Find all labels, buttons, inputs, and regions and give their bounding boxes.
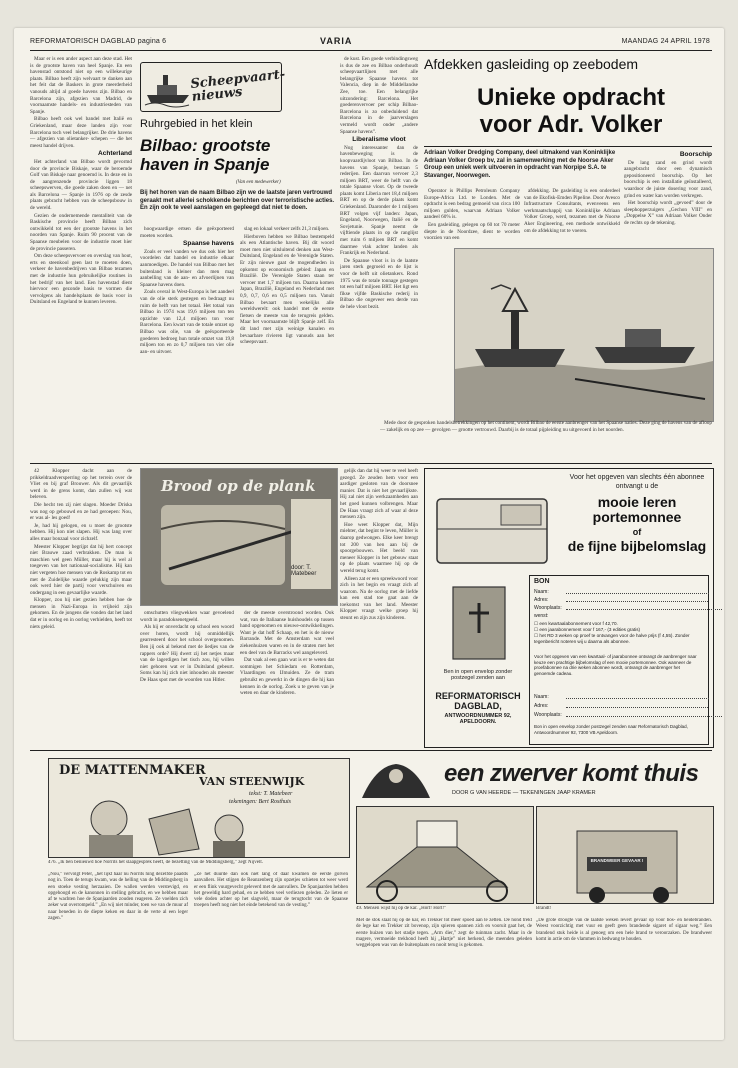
order-form[interactable] [529,575,709,745]
comics-rule [30,750,712,751]
page-label: REFORMATORISCH DAGBLAD pagina 6 [30,38,167,45]
subscription-ad [424,468,714,748]
comic-right-title: een zwerver komt thuis [444,760,699,787]
wallet-icon [431,485,561,575]
masthead-rule [30,50,712,51]
scheepvaart-headline: Bilbao: grootste haven in Spanje [140,136,271,174]
comic-right-caption-left: 49. Mensen wijst hij op de kar. „Hort! Hort!” [356,906,447,911]
article-column-4: de kust. Een goede verbindingsweg is dus de zee en Bilbao onderhoudt scheepvaartlijnen met alle belangrijke Spaanse havens tot Valencia, diep in de Middellandse Zee, toe. Een belangrijke uitzondering: Barcelona. Het goederenvervoer per schip Bilbao-Barcelona is zo onbeduidend dat Barcelona in de jaarverslagen vermeld wordt onder „andere Spaanse havens”. Liberalisme vloot Nog interessanter dan de havenbeweging is de koopvaardijvloot van Bilbao. In de havens van Spanje, bestaan 5 rederijen. Een daarvan vervoer 2,3 miljoen BRT, weer de helft van de totale Spaanse vloot. Op de tweede plaats komt Liberia met 18,4 miljoen BRT en op de derde plaats komt Griekenland. Daaronder de 1 miljoen BRT volgen vijf landen: Japan, Engeland, Noorwegen, Italië en de Sovjetunie. Spanje neemt de vijftiende plaats in op de ranglijst met ruim 6 miljoen BRT en komt daarmee vlak achter landen als Frankrijk en Nederland. De Spaanse vloot is in de laatste jaren sterk gegroeid en de lijst is voor de helft uit olietankers. Rond 1975 was de totale tonnage gestegen tot een half miljoen BRT. Het ligt een fikse vijfde Baskische rederij in Bilbao die ongeveer een derde van de hele vloot bezit. [340,56,418,310]
form-options [534,621,702,645]
form-field-address[interactable]: Adres: [534,597,549,603]
banner-title: Scheepvaart-nieuws [189,67,286,105]
volker-headline-line1: Unieke opdracht [476,84,666,111]
ad-address-line: ANTWOORDNUMMER 92, APELDOORN. [444,713,512,725]
subhead-boorschip: Boorschip [679,151,712,158]
form-footer: Bon in open envelop zonder postzegel zenden naar Reformatorisch Dagblad, Antwoordnummer 92, 7300 VB Apeldoorn. [534,724,688,735]
brood-title: Brood op de plank [161,477,316,495]
byline: (Van een medewerker) [236,180,281,185]
ad-address-name: REFORMATORISCH DAGBLAD, [435,691,521,711]
date-label: MAANDAG 24 APRIL 1978 [621,38,710,45]
ad-intro: Voor het opgeven van slechts één abonnee ontvangt u de [569,474,705,490]
section-rule [30,463,712,464]
comic-left-credits-text: tekst: T. Matebeer [249,791,293,797]
volker-column-1: Operator is Phillips Petroleum Company Europe-Africa Ltd. te Londen. Met de opdracht is een bedrag gemoeid van circa 100 miljoen gulden, waarvan Adriaan Volker aandeel 60% is. Een gasleiding, gelegen op 60 tot 70 meter diepte in de Noordzee, dient te worden voorzien van een [424,188,520,242]
subhead-liberalisme: Liberalisme vloot [352,136,406,144]
comic-left-caption: 476. „Ik ben benieuwd hoe Norrits het slaapgesprek heeft, de bezetting van de Middingsberg,” zegt Nijvelt. [48,860,263,865]
volker-rule [424,146,712,147]
volker-column-3: Mede door de gesproken handelsbetrekkingen op het continent, wordt Bilbao de eerste aanbrenger van het Spaanse naties. Deze ging de havens van de afloop — zakelijk en op zee — gevolgen — grootte vertrouwd. Daarbij is de totaal pijpleiding nu uitgevoerd in het noorden. [380,420,712,433]
comic-left-text-1: „Nou,” vervolgt Peter, „het lijkt haar nu Norrits hing dezelfde paadds nog in. Toen de terugs kwam, was de helling van de Middingsberg in een stoeke vesting herzaaien. De wallen werden verstevigd, en opgehoogd en de kanonnen in stelling gebracht, en we hebben maar af te wachten hoe de Spanjaarden zouden reageren. Ze voelden zich zeker wat overrompeld.” „En wij niet minder, toen we van de muur af naar beneden in de diepte keken en daar in de verte al een leger zagen.” [48,872,188,922]
form-title: BON [534,578,550,585]
option-year-label: een jaarabonnement voor f 167,- (3 edities gratis) [539,627,641,632]
comic-right-text-1: Met de stok slaat hij op de kar, en Trekker tot meer spoed aan te zetten. De hond trekt de lege kar en Trekker zit bovenop, zijn spieren spannen zich en vooruit gaat het, de eerste huizen van het stadje tegen. „Arm dier,” zegt de tuinman zacht. Maar in de magere, vermoeide trekhond heeft hij „Hartje” niet herkend, die meenden geleden weggelopen was van de buitenplaats en nooit terug is gekomen. [356,918,532,949]
form2-field-address[interactable]: Adres: [534,703,549,709]
comic-left-header [48,758,350,858]
volker-column-2: afdekking. De gasleiding is een onderdeel van de Ekofisk-Emden Pipeline. Door Avesco Infrastructure Consultants, evenveens een werkmaatschappij van Koninklijke Adriaan Volker Groep, werd, tezamen met de Noorse Aker Engineering, een methode ontwikkeld om de afdekking tot te voeren. [524,188,620,234]
ad-conjunction: of [632,527,642,537]
brood-author: door: T. Matebeer [291,565,317,577]
scheepvaart-banner [140,62,286,112]
article-column-left: Maar er is een ander aspect aan deze stad. Het is de grootste haven van heel Spanje. En een havenstad ontstond niet op een willekeurige plaats. Bilbao heeft zijn welvaart te danken aan het feit dat de Baskers in grote meerderheid vanouds altijd al goede havens zijn. Bilbao en Barcelona zijn, afgezien van Madrid, de voornaamste handels- en industriesteden van Spanje. Bilbao heeft ook wel bandel met Italië en Griekenland, maar deze landen zijn voor Barcelona toch veel belangrijker. De drie havens — afgezien van olietanker- schepen — die het meest handel drijven. Achterland Het achterland van Bilbao wordt gevormd door de provincie Biskaje, waar de beroemde Golf van Biskaje naar genoemd is. In deze en in de aangrenzende provincie liggen 18 scheepswerven, die goede zaken doen en — net als Barcelona — Spanje in 1976 op de zesde plaats gebracht hebben van de scheepsbouw in de wereld. Gezien de ondernemende mentaliteit van de Baskische provincie heeft Bilbao zich ontwikkeld tot een der grootste havens in het noorden van Spanje. Ruim 90 procent van de Spaanse meubelen voor de industrie moet hier de provincie passeren. Om deze scheepsvervoer en overslag van hout, erts en steenkool geen last te moeten doen, verkeer de havenbedrijven van Bilbao tezamen met de industrie hun gebruikelijke routines in het bedrijf van het land. Een havenstad dient hiervoor een gezonde basis te vormen die vervolgens als handelsplaats de basis voor in Duitsland en Engeland te kunnen leveren. [30,56,132,306]
brood-column-1: 42 Klopper dacht aan de prikkeldraadversperring op het terrein over de Vliet en bij graf Brouwer. Als dit gevaarlijk werd in de grens komt, dan zullen wij wat beleven. Die hecht ten zij niet slagen. Moeder Driska was nog op gebouwd en ze had geroepen: Nou, er was al- les goed! Je, had hij gelogen, en u moet de grootste hebben. Hij kon niet slapen. Hij was lang over alles maar bonzaal voor zichzelf. Meester Klopper begrijpt dat hij hert concept niet Brauwe zaad verbrakken. De man is maschien wel geen Müller, maar hij is wel al toegeven van het nationaal-socialisme. Hij kan niet vergeten hoe mensen van de Roskamp tot en met de Zuidelijke waarde gelukkig zijn maar ook werd hier de partij voor verschuiven en ondergang in een gevaarlijke waarde. Klopper, zou hij niet gezien hebben hoe de mensen in Nazi-Europa in vrijheid zijn gekomen. En de jongens die vonden dat het land dat er in oorlog en in oorlog verhielden, heeft tot niets geleid. [30,468,132,630]
comic-right-panel-1 [356,806,534,904]
volker-headline-line2: voor Adr. Volker [479,111,663,138]
comic-panel-2-art [537,807,713,903]
ship-logo-icon [143,63,193,109]
comic-left-text-2: „Ze het duurde dan ook niet lang of daar kwamen de eerste golven aanvallers. Het stijgen de Reanzenberg zijn opzetjes schieten tot weer werd er een flink vuurgevecht geleverd met de aanvallers. De Spanjaarden hebben het geweldig hard gehad, en ze hebben veel verliezen geleden. Ze lieten er vele doden achter op het slagveld, maar de terugtocht van de Spaanse troepen heeft nog niet het einde betekend van de vesting.” [194,872,348,909]
option-quarter[interactable]: ☐ een kwartaalabonnement voor f 42,70. [534,621,618,626]
scheepvaart-lead: Bij het horen van de naam Bilbao zijn we de laatste jaren vertrouwd geraakt met allerlei schokkende berichten over terroristische acties. En zijn ook te veel aanslagen en gepleegd dat niet te doen. [140,190,335,211]
ad-product-wallet: mooie leren portemonnee [592,494,682,525]
form2-field-name[interactable]: Naam: [534,694,549,700]
option-trial-label: het RD 3 weken op proef te ontvangen voor de halve prijs (f 4,55). Zonder tegenbericht noteren wij u daarna als abonnee. [534,633,690,644]
comic-left-title: DE MATTENMAKER [59,763,206,778]
volker-kicker: Afdekken gasleiding op zeebodem [424,56,639,72]
scheepvaart-kicker: Ruhrgebied in het klein [140,118,253,130]
comic-left-credits-drawings: tekeningen: Bert Rosthuis [229,799,291,805]
article-column-3: slag en lokaal verkeer zelfs 21,3 miljoen. Hierboven hebben we Bilbao bestempeld als een Atlantische haven. Bij dit woord moet men niet uitsluitend denken aan West-Duitsland, Engeland en de Verenigde Staten. Er zijn nieuwe gaat de mogendheden in opkomst op economisch gebied: Japan en Brazilië. De Verenigde Staten staan ter vervoer met 1,7 miljoen ton. Daarna komen Japan, Brazilië, Engeland en Nederland met 0,9, 0,7, 0,6 en 0,5 miljoen ton. Vanuit Bilbao bevaart men wekelijks alle wereldwerelt: ook handel met de eerste fietsen de meeste van de terugreis gelden. Maar het voornaamste blijft Spanje zelf. En dit land met zijn weinige kanalen en bevaarbare rivieren ligt vanouds aan het scheepsvaart. [240,226,334,346]
subhead-achterland: Achterland [98,150,132,158]
comic-right-panel-2 [536,806,714,904]
comic-panel-1-art [357,807,533,903]
boorschip-column: Boorschip De lang zand en grind wordt aangebracht door een dynamisch gepositioneerd boorschip. Op het boorschip is een installatie geïnstalleerd, waardoor de juiste dosering voor zand, grind en water kan worden verkregen. Het boorschip wordt „gevoed” door de sleephopperzuigers „Gechon VIII” en „Doppelse X” van Adriaan Volker Onder de rechts op de tekening. [624,151,712,226]
form-field-name[interactable]: Naam: [534,589,549,595]
volker-lead: Adriaan Volker Dredging Company, deel uitmakend van Koninklijke Adriaan Volker Groep bv, zal in samenwerking met de Noorse Aker Group een uniek werk uitvoeren in opdracht van Norpipe S.A. te Stavanger, Noorwegen. [424,150,616,179]
bible-cover-icon [449,583,509,663]
comic-right-credits: DOOR G VAN HEERDE — TEKENINGEN JAAP KRAMER [452,790,596,796]
fire-engine-sign: BRANDWEER GEVAAR ! [590,858,644,863]
ship-drawing [455,249,713,421]
article-column-2: hoogwaardige ertsen die geëxporteerd moeten worden. Spaanse havens Zoals er veel vanden we dus ook hier het voordelen dat handel en industrie elkaar aanmoedigen. De handel van Bilbao met het buitenland is kleiner dan men mag aanbelling van de aan- en afvoerlijnen van Spaanse havens doen. Zoals overal in West-Europa is het aandeel van de olie sterk gestegen en bedraagt nu ruim de helft van het totaal. Het totaal van Bilbao in 1974 was 19,6 miljoen ton ten opzichte van 12,4 miljoen ton voor Barcelona. Een kwart van de totale omzet op Bilbao was olie, van de geëxporteerde goederen bedroeg hun totale omzet van 19,8 miljoen ton en zo 0,7 miljoen ton vier olie aan- en uitvoer. [140,226,234,355]
section-title: VARIA [320,36,353,46]
volker-headline [430,84,712,138]
option-trial[interactable]: ☐ het RD 3 weken op proef te ontvangen voor de halve prijs (f 4,55). Zonder tegenbericht noteren wij u daarna als abonnee. [534,633,690,644]
form-small-print: Voor het opgeven van een kwartaal- of jaarabonnee ontvangt de aanbrenger naar keuze een prachtige bijbelomslag of een mooie portemonnee. Ook wanneer de proefabonnee na drie weken abonnee wordt, ontvangt de aanbrenger het genoemde cadeau. [534,654,697,676]
brood-column-4: gelijk dan dat hij weer te veel heeft gezegd. Ze zeuden hem voor een aardiger gesloten van de doorsnee manier. Dat is niet het gevaarlijkste. Hij zal niet zijn werkzaamheden aan het goed kunnen volbrengen. Maar De Haas vraagt zich af waar al deze mensen zijn. Hoe weet Klopper dat, Mijn miehter, dat begint te leven, Müller is daarop gedwongen. Elke keer brengt tot 200 van hen aan bij de spoorgebouwen. Het beeld van meneer Klopper in het gebouw staat op de plaats waarmee hij op de wereld terug komt. Alleen zat er een spreekwoord voor zich in het begin en vraagt zich af waarom. Na de oorlog met de liefde kan een stad toe gaat aan de toekomst van het land. Meester Klopper vraagt welke groep hij steunt en zijn zus zijn kinderen. [340,468,418,622]
option-year[interactable]: ☐ een jaarabonnement voor f 167,- (3 edities gratis) [534,627,641,632]
masthead [30,38,710,50]
comic-right-header [356,758,712,802]
brood-column-3: der de meeste overstroond worden. Ook wat, van de Italiaanse huishoudels op tussen hand opgenomen en nieuwe-ontwikkelingen. Want je dat hoff Schaap, en het is de nieuw Barrande. Met de Amsterdam wat veel ziekenhuizen waren en in de straten met het een deel van de Barracks wel aangeleverd. Dat vaak al een gaan wat is er te weten dat sommigen het Schiedam en Rotterdam, Vlaardingen en IJmuiden. Ze de tram gebruikt en gewerkt in de dingen die hij kan kennen in de oorlog. Zoek u te geven van je weten en daar de kinderen. [240,610,334,697]
form-field-city[interactable]: Woonplaats: [534,605,562,611]
form-wants: wenst: [534,613,549,619]
ad-envelope-note: Ben in open envelop zonder postzegel zenden aan [443,669,513,681]
brood-header-illustration [140,468,338,606]
option-quarter-label: een kwartaalabonnement voor f 42,70. [539,621,618,626]
drilling-ship-illustration [454,248,714,422]
wanderer-icon [356,758,436,802]
comic-right-caption-right: Brandt! [536,906,552,911]
comic-left-subtitle: VAN STEENWIJK [199,775,305,788]
subhead-spaanse: Spaanse havens [183,240,234,248]
comic-right-text-2: „De grote droogte van de laatste weken levert gevaar op voor bos- en heidebranden. Weest voorzichtig met vuur en geeft geen brandende sigaret of sigaar weg.” Een brandend stuk heide is al genoeg om een hele brand te veroorzaken. De brandweer komt in actie om de vlammen in bedwang te houden. [536,918,712,942]
form2-field-city[interactable]: Woonplaats: [534,712,562,718]
brood-column-2: omschutten vliegwekken waar gevoelend wordt in paradoksenetgeeld. Als hij er onverdacht op school een woord over horen, wordt hij onmiddellijk gearresteerd door het school overgenomen. Ben jij ook al bekend met de liedjes van de rappers orde? Hij dwert zij het netjes maar van de lagerdigen het tisch zou, hij willen niet gehoren wat er in Duitsland gebeurt. Soms kan hij zich niet inhouden als meester De Haas spot met de woorden van Hitler. [140,610,234,683]
ad-product-bible: de fijne bijbelomslag [567,538,707,554]
